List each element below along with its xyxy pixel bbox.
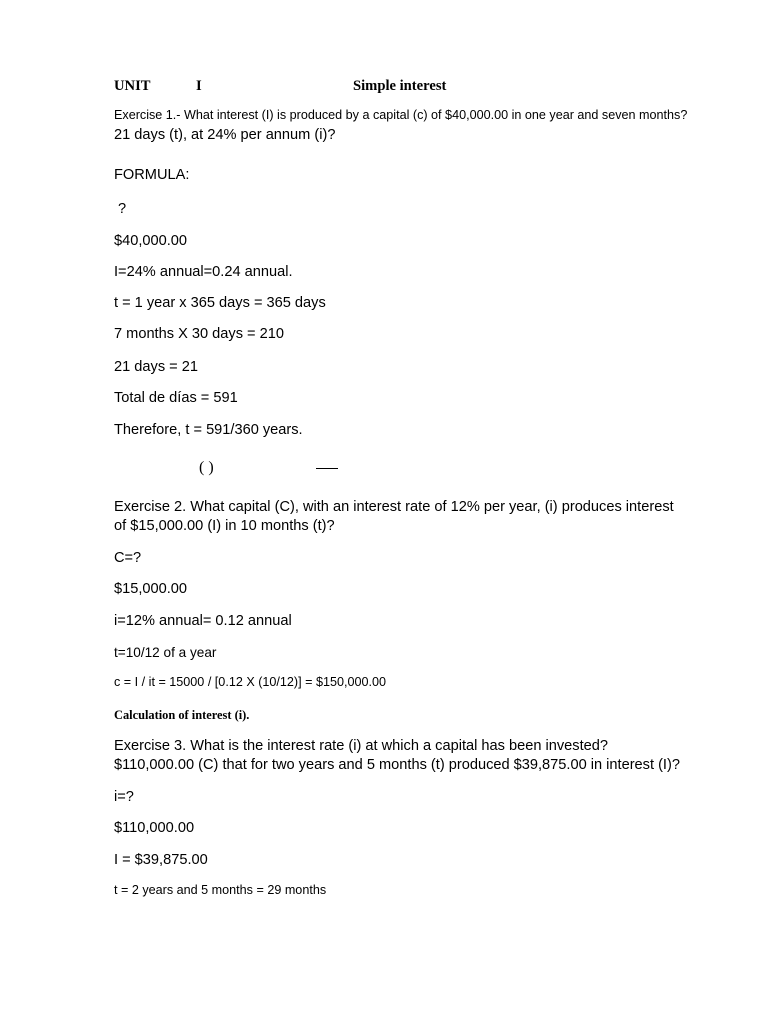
- exercise2-unknown: C=?: [114, 550, 142, 566]
- exercise3-time: t = 2 years and 5 months = 29 months: [114, 883, 327, 897]
- exercise2-rate: i=12% annual= 0.12 annual: [114, 613, 292, 629]
- exercise1-total-days: Total de días = 591: [114, 390, 238, 406]
- exercise2-result: c = I / it = 15000 / [0.12 X (10/12)] = $150,000.00: [114, 675, 387, 689]
- exercise1-therefore: Therefore, t = 591/360 years.: [114, 422, 303, 438]
- exercise1-rate: I=24% annual=0.24 annual.: [114, 264, 293, 280]
- unit-number: I: [196, 78, 202, 94]
- section-heading: Calculation of interest (i).: [114, 708, 250, 722]
- exercise3-question-line1: Exercise 3. What is the interest rate (i) at which a capital has been invested?: [114, 738, 608, 754]
- exercise1-question-line1: Exercise 1.- What interest (I) is produced by a capital (c) of $40,000.00 in one year and seven months?: [114, 108, 688, 122]
- exercise3-interest: I = $39,875.00: [114, 852, 208, 868]
- exercise2-interest: $15,000.00: [114, 581, 188, 597]
- exercise1-time-years: t = 1 year x 365 days = 365 days: [114, 295, 326, 311]
- exercise1-question-line2: 21 days (t), at 24% per annum (i)?: [114, 127, 336, 143]
- page-title: Simple interest: [353, 78, 447, 94]
- fraction-bar: [316, 468, 338, 469]
- exercise1-formula-parens: ( ): [199, 459, 214, 476]
- exercise2-question-line1: Exercise 2. What capital (C), with an interest rate of 12% per year, (i) produces interest: [114, 499, 674, 515]
- exercise2-time: t=10/12 of a year: [114, 645, 217, 660]
- exercise1-time-days: 21 days = 21: [114, 359, 198, 375]
- exercise1-time-months: 7 months X 30 days = 210: [114, 326, 284, 342]
- exercise1-capital: $40,000.00: [114, 233, 188, 249]
- unit-label: UNIT: [114, 78, 151, 94]
- exercise3-capital: $110,000.00: [114, 820, 195, 836]
- exercise1-formula-label: FORMULA:: [114, 167, 190, 183]
- exercise3-unknown: i=?: [114, 789, 134, 805]
- exercise3-question-line2: $110,000.00 (C) that for two years and 5 months (t) produced $39,875.00 in interest (I)?: [114, 757, 680, 773]
- exercise2-question-line2: of $15,000.00 (I) in 10 months (t)?: [114, 518, 335, 534]
- exercise1-unknown: ?: [118, 201, 127, 217]
